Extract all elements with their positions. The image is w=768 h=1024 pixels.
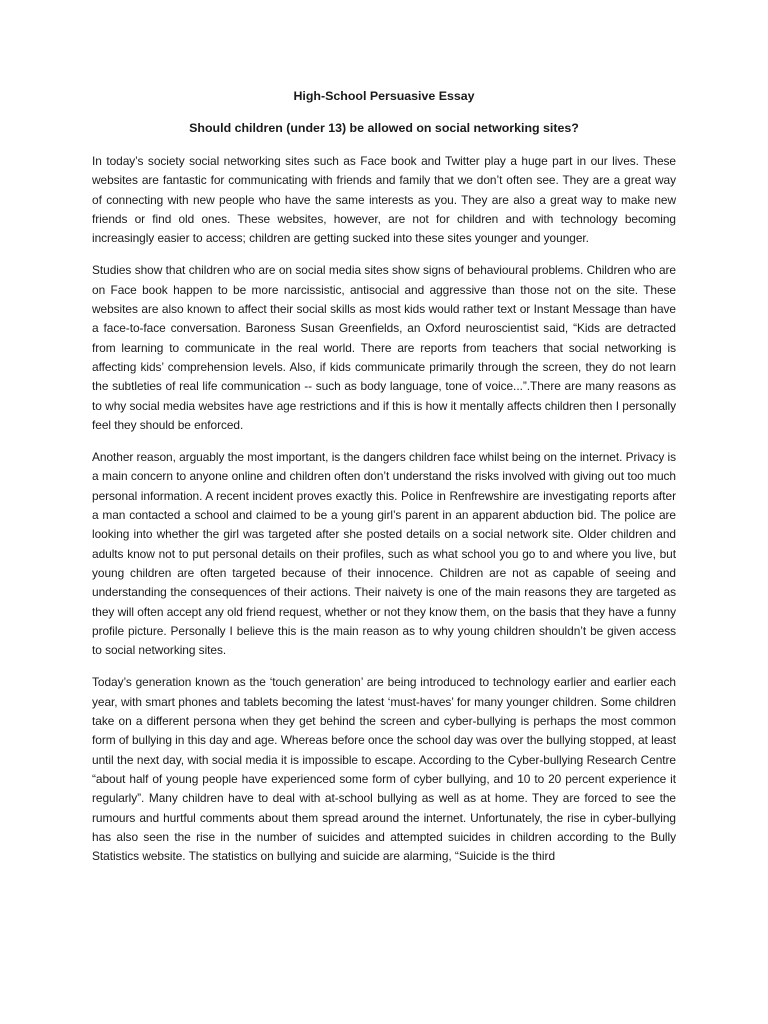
essay-title: High-School Persuasive Essay (293, 89, 475, 103)
paragraph: In today’s society social networking sites such as Face book and Twitter play a huge part in our lives. These websites are fantastic for communicating with friends and family that we don’t often see. They are a great way of connecting with new people who have the same interests as you. They are also a great way to make new friends or find old ones. These websites, however, are not for children and with technology becoming increasingly easier to access; children are getting sucked into these sites younger and younger. (92, 154, 676, 246)
paragraph: Studies show that children who are on social media sites show signs of behavioural problems. Children who are on Face book happen to be more narcissistic, antisocial and aggressive than those not on the site. These websites are also known to affect their social skills as most kids would rather text or Instant Message than have a face-to-face conversation. Baroness Susan Greenfields, an Oxford neuroscientist said, “Kids are detracted from learning to communicate in the real world. There are reports from teachers that social networking is affecting kids’ comprehension levels. Also, if kids communicate primarily through the screen, they do not learn the subtleties of real life communication -- such as body language, tone of voice...”.There are many reasons as to why social media websites have age restrictions and if this is how it mentally affects children then I personally feel they should be enforced. (92, 263, 676, 432)
paragraph: Today’s generation known as the ‘touch generation’ are being introduced to technology earlier and earlier each year, with smart phones and tablets becoming the latest ‘must-haves’ for many younger children. Some children take on a different persona when they get behind the screen and cyber-bullying is perhaps the most common form of bullying in this day and age. Whereas before once the school day was over the bullying stopped, at least until the next day, with social media it is impossible to escape. According to the Cyber-bullying Research Centre “about half of young people have experienced some form of cyber bullying, and 10 to 20 percent experience it regularly”. Many children have to deal with at-school bullying as well as at home. They are forced to see the rumours and hurtful comments about them spread around the internet. Unfortunately, the rise in cyber-bullying has also seen the rise in the number of suicides and attempted suicides in children according to the Bully Statistics website. The statistics on bullying and suicide are alarming, “Suicide is the third (92, 675, 676, 864)
essay-question: Should children (under 13) be allowed on social networking sites? (189, 121, 579, 135)
paragraph: Another reason, arguably the most important, is the dangers children face whilst being on the internet. Privacy is a main concern to anyone online and children often don’t understand the risks involved with giving out too much personal information. A recent incident proves exactly this. Police in Renfrewshire are investigating reports after a man contacted a school and claimed to be a young girl’s parent in an apparent abduction bid. The police are looking into whether the girl was targeted after she posted details on a social network site. Older children and adults know not to put personal details on their profiles, such as what school you go to and where you live, but young children are often targeted because of their innocence. Children are not as capable of seeing and understanding the consequences of their actions. Their naivety is one of the main reasons they are targeted as they will often accept any old friend request, whether or not they know them, on the basis that they have a funny profile picture. Personally I believe this is the main reason as to why young children shouldn’t be given access to social networking sites. (92, 450, 676, 658)
essay-body (92, 88, 676, 879)
